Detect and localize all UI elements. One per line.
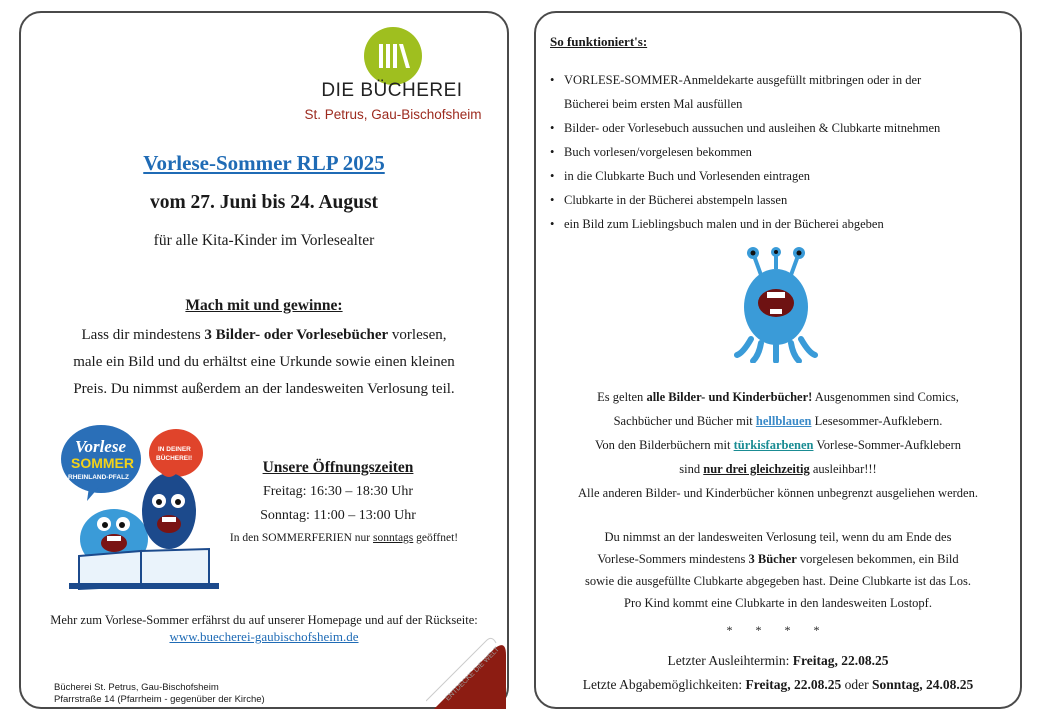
participate-line2: male ein Bild und du erhältst eine Urkunde sowie einen kleinen bbox=[73, 354, 455, 370]
rules-l4-end: ausleihbar!!! bbox=[812, 462, 877, 476]
raffle-line3: sowie die ausgefüllte Clubkarte abgegeben hast. Deine Clubkarte ist das Los. bbox=[584, 574, 971, 588]
bullet-icon: • bbox=[550, 217, 555, 231]
bubble-line2: BÜCHEREI! bbox=[156, 455, 193, 462]
left-flyer-page bbox=[19, 11, 509, 709]
how-it-works-heading: So funktioniert's: bbox=[550, 34, 648, 49]
rules-turquoise: türkisfarbenen bbox=[733, 438, 814, 452]
bubble-line1: IN DEINER bbox=[158, 446, 191, 453]
participate-line1-start: Lass dir mindestens bbox=[81, 327, 201, 343]
bullet-icon: • bbox=[550, 193, 555, 207]
list-item bbox=[550, 92, 1010, 116]
step-text: Bücherei beim ersten Mal ausfüllen bbox=[564, 97, 743, 111]
raffle-l2-end: vorgelesen bekommen, ein Bild bbox=[799, 552, 959, 566]
rules-l2-end: Lesesommer-Aufklebern. bbox=[814, 414, 943, 428]
step-text: Clubkarte in der Bücherei abstempeln lassen bbox=[564, 193, 788, 207]
opening-hours-friday: Freitag: 16:30 – 18:30 Uhr bbox=[262, 484, 414, 499]
stamp-text: ENTDECKE DIE WELT bbox=[444, 646, 501, 703]
raffle-three-books: 3 Bücher bbox=[748, 552, 797, 566]
holiday-note-sundays: sonntags bbox=[373, 532, 414, 544]
rules-l2-start: Sachbücher und Bücher mit bbox=[613, 414, 753, 428]
last-loan-value: Freitag, 22.08.25 bbox=[792, 653, 889, 668]
bullet-icon: • bbox=[550, 73, 555, 87]
participate-book-count: 3 Bilder- oder Vorlesebücher bbox=[204, 327, 389, 343]
more-info-text: Mehr zum Vorlese-Sommer erfährst du auf unserer Homepage und auf der Rückseite: bbox=[50, 613, 478, 627]
rules-line4 bbox=[536, 462, 1020, 477]
step-text: Bilder- oder Vorlesebuch aussuchen und ausleihen & Clubkarte mitnehmen bbox=[564, 121, 941, 135]
list-item bbox=[550, 68, 1010, 92]
rules-line1 bbox=[536, 390, 1020, 405]
participate-heading: Mach mit und gewinne: bbox=[185, 297, 343, 314]
bullet-icon: • bbox=[550, 145, 555, 159]
list-item bbox=[550, 164, 1010, 188]
address-street: Pfarrstraße 14 (Pfarrheim - gegenüber der Kirche) bbox=[54, 694, 265, 705]
raffle-l2-start: Vorlese-Sommers mindestens bbox=[597, 552, 746, 566]
blue-monster-icon bbox=[731, 247, 821, 363]
last-submit-or: oder bbox=[844, 677, 869, 692]
badge-word-sommer: SOMMER bbox=[71, 455, 134, 471]
library-location: St. Petrus, Gau-Bischofsheim bbox=[304, 107, 482, 122]
right-flyer-page bbox=[534, 11, 1022, 709]
rules-l4-start: sind bbox=[679, 462, 701, 476]
bullet-icon: • bbox=[550, 121, 555, 135]
rules-line3 bbox=[536, 438, 1020, 453]
homepage-link[interactable]: www.buecherei-gaubischofsheim.de bbox=[169, 629, 359, 644]
participate-text bbox=[43, 322, 485, 403]
flyer-title: Vorlese-Sommer RLP 2025 bbox=[143, 151, 385, 175]
step-text: in die Clubkarte Buch und Vorlesenden eintragen bbox=[564, 169, 811, 183]
opening-hours-heading: Unsere Öffnungszeiten bbox=[262, 459, 414, 476]
badge-illustration bbox=[59, 421, 224, 591]
step-text: Buch vorlesen/vorgelesen bekommen bbox=[564, 145, 752, 159]
entdecke-die-welt-stamp bbox=[426, 631, 506, 709]
badge-word-vorlese: Vorlese bbox=[75, 437, 126, 456]
step-text: VORLESE-SOMMER-Anmeldekarte ausgefüllt mitbringen oder in der bbox=[564, 73, 922, 87]
opening-hours-sunday: Sonntag: 11:00 – 13:00 Uhr bbox=[260, 508, 416, 523]
vorlese-sommer-badge bbox=[59, 421, 224, 591]
steps-list bbox=[550, 68, 1010, 236]
library-name: DIE BÜCHEREI bbox=[321, 80, 463, 101]
rules-all-books: alle Bilder- und Kinderbücher! bbox=[646, 390, 813, 404]
bullet-icon: • bbox=[550, 169, 555, 183]
participate-line3: Preis. Du nimmst außerdem an der landesweiten Verlosung teil. bbox=[73, 381, 455, 397]
separator-stars: * * * * bbox=[726, 623, 830, 637]
last-submit-sunday: Sonntag, 24.08.25 bbox=[871, 677, 974, 692]
last-loan-date bbox=[536, 653, 1020, 669]
list-item bbox=[550, 140, 1010, 164]
rules-l3-start: Von den Bilderbüchern mit bbox=[594, 438, 731, 452]
holiday-note-start: In den SOMMERFERIEN nur bbox=[229, 532, 371, 544]
last-submit-friday: Freitag, 22.08.25 bbox=[745, 677, 842, 692]
event-dates: vom 27. Juni bis 24. August bbox=[149, 192, 379, 213]
rules-l3-end: Vorlese-Sommer-Aufklebern bbox=[816, 438, 962, 452]
rules-l1-start: Es gelten bbox=[597, 390, 644, 404]
rules-light-blue: hellblauen bbox=[755, 414, 812, 428]
last-submit-label: Letzte Abgabemöglichkeiten: bbox=[582, 677, 743, 692]
badge-region: RHEINLAND-PFALZ bbox=[68, 474, 130, 481]
rules-l1-end: Ausgenommen sind Comics, bbox=[814, 390, 959, 404]
step-text: ein Bild zum Lieblingsbuch malen und in der Bücherei abgeben bbox=[564, 217, 884, 231]
rules-line2 bbox=[536, 414, 1020, 429]
target-audience: für alle Kita-Kinder im Vorlesealter bbox=[153, 232, 375, 249]
participate-line1-end: vorlesen, bbox=[391, 327, 447, 343]
holiday-note-end: geöffnet! bbox=[416, 532, 459, 544]
list-item bbox=[550, 116, 1010, 140]
address-name: Bücherei St. Petrus, Gau-Bischofsheim bbox=[54, 682, 219, 693]
summer-holiday-note bbox=[201, 532, 487, 544]
raffle-line2 bbox=[536, 552, 1020, 567]
list-item bbox=[550, 188, 1010, 212]
last-submission-dates bbox=[536, 677, 1020, 693]
list-item bbox=[550, 212, 1010, 236]
raffle-line1: Du nimmst an der landesweiten Verlosung teil, wenn du am Ende des bbox=[604, 530, 952, 544]
raffle-line4: Pro Kind kommt eine Clubkarte in den landesweiten Lostopf. bbox=[624, 596, 932, 610]
rules-only-three: nur drei gleichzeitig bbox=[703, 462, 810, 476]
rules-line5: Alle anderen Bilder- und Kinderbücher können unbegrenzt ausgeliehen werden. bbox=[578, 486, 978, 500]
last-loan-label: Letzter Ausleihtermin: bbox=[667, 653, 790, 668]
library-logo-icon bbox=[364, 27, 422, 85]
